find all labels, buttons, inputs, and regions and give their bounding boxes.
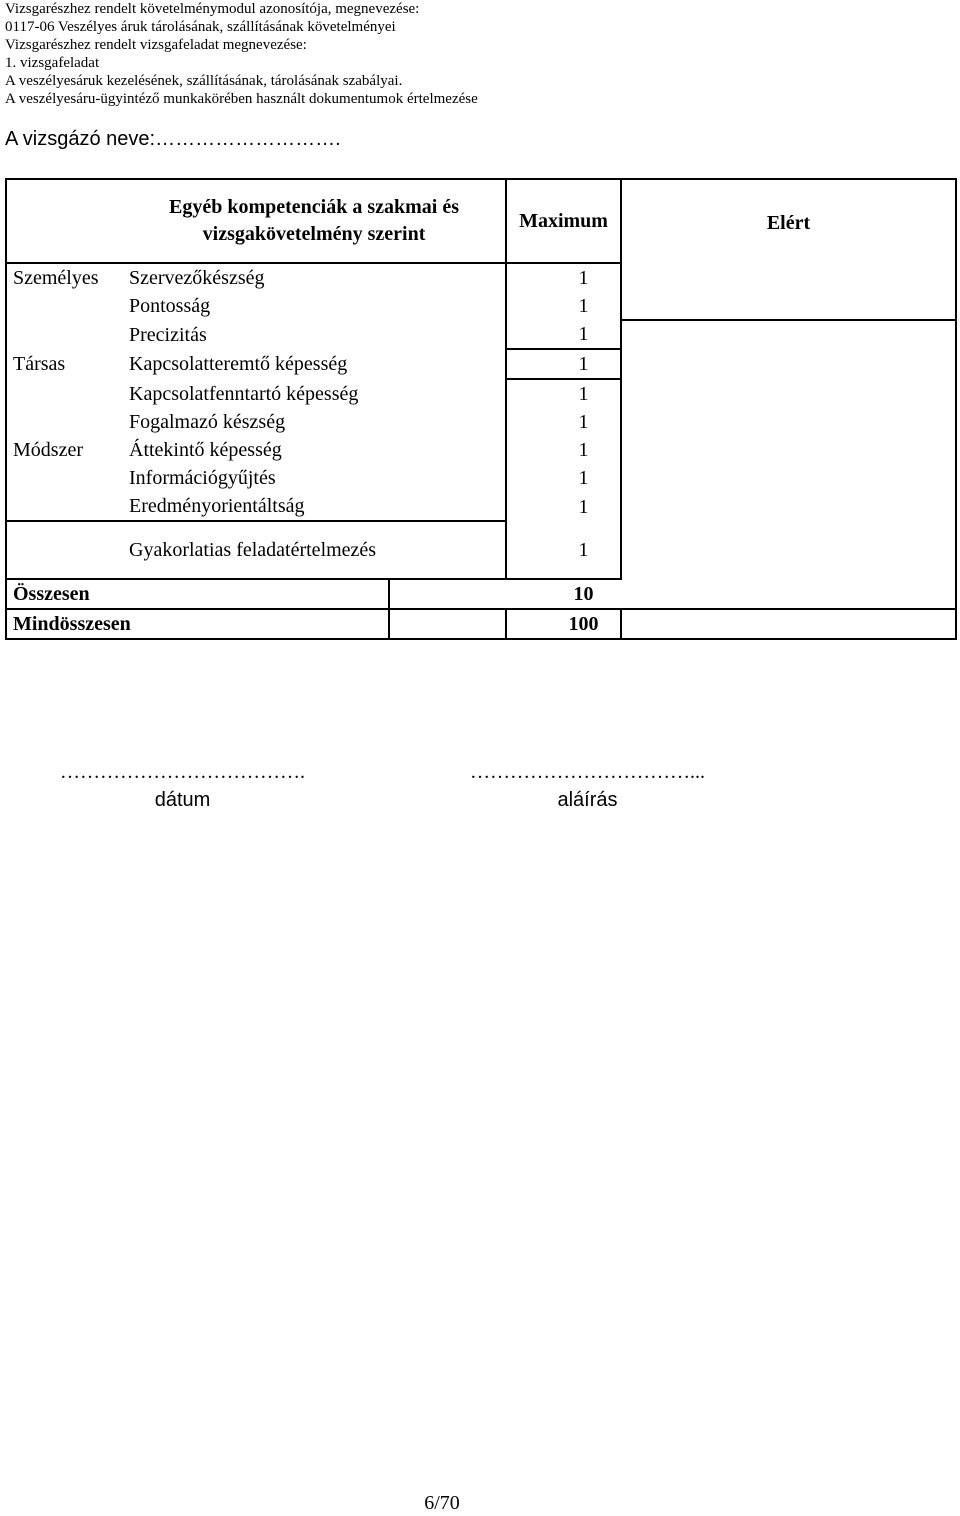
header-line-task-description: A veszélyesáru-ügyintéző munkakörében használt dokumentumok értelmezése	[5, 91, 478, 107]
date-label: dátum	[154, 789, 211, 811]
row-max: 1	[506, 292, 621, 320]
row-achieved	[621, 521, 956, 579]
header-category-cell	[6, 179, 123, 263]
table-row	[6, 521, 956, 579]
header-line-module-name: 0117-06 Veszélyes áruk tárolásának, szállításának követelményei	[5, 19, 396, 35]
row-category	[6, 408, 123, 436]
total-max: 10	[506, 579, 621, 609]
row-achieved	[621, 436, 956, 464]
grand-total-spacer	[389, 609, 506, 639]
row-achieved	[621, 379, 956, 408]
signature-label: aláírás	[557, 789, 618, 811]
row-max: 1	[506, 408, 621, 436]
row-max: 1	[506, 492, 621, 521]
row-category	[6, 379, 123, 408]
row-category	[6, 521, 123, 579]
row-achieved	[621, 492, 956, 521]
row-max: 1	[506, 464, 621, 492]
table-header-row	[6, 179, 956, 263]
header-maximum: Maximum	[506, 179, 621, 263]
grand-total-label: Mindösszesen	[6, 609, 389, 639]
header-line-task-title: A veszélyesáruk kezelésének, szállításának, tárolásának szabályai.	[5, 73, 403, 89]
row-achieved	[621, 320, 956, 349]
row-competency: Szervezőkészség	[129, 267, 265, 289]
row-max: 1	[506, 349, 621, 379]
grand-total-achieved	[621, 609, 956, 639]
total-row	[6, 579, 956, 609]
total-spacer	[389, 579, 506, 609]
row-category	[6, 320, 123, 349]
total-achieved	[621, 579, 956, 609]
row-achieved	[621, 408, 956, 436]
examinee-name-field: A vizsgázó neve:……………………….	[5, 128, 341, 150]
total-label: Összesen	[6, 579, 389, 609]
row-competency: Precizitás	[129, 323, 207, 346]
header-achieved: Elért	[621, 179, 956, 320]
row-category	[6, 292, 123, 320]
date-signature-block	[60, 760, 305, 812]
row-competency: Információgyűjtés	[129, 467, 276, 489]
row-competency: Kapcsolatfenntartó képesség	[129, 382, 359, 405]
grand-total-max: 100	[506, 609, 621, 639]
row-competency: Kapcsolatteremtő képesség	[129, 353, 348, 375]
row-category: Társas	[6, 349, 123, 379]
grand-total-row	[6, 609, 956, 639]
row-category: Módszer	[6, 436, 123, 464]
row-competency: Gyakorlatias feladatértelmezés	[129, 539, 377, 561]
table-row	[6, 379, 956, 408]
row-achieved	[621, 349, 956, 379]
row-max: 1	[506, 379, 621, 408]
row-category	[6, 464, 123, 492]
header-line-task-number: 1. vizsgafeladat	[5, 55, 100, 71]
date-dotted-line: ……………………………….	[60, 761, 305, 783]
signature-dotted-line: ……………………………...	[470, 761, 705, 783]
row-max: 1	[506, 436, 621, 464]
row-competency: Eredményorientáltság	[123, 492, 506, 521]
header-competency: Egyéb kompetenciák a szakmai és vizsgakövetelmény szerint	[123, 179, 506, 263]
row-category	[6, 492, 123, 521]
signature-block	[470, 760, 705, 812]
competency-table	[5, 178, 957, 640]
table-row	[6, 408, 956, 436]
table-row	[6, 320, 956, 349]
header-line-task-label: Vizsgarészhez rendelt vizsgafeladat megnevezése:	[5, 37, 307, 53]
row-max: 1	[506, 263, 621, 292]
header-line-module-label: Vizsgarészhez rendelt követelménymodul azonosítója, megnevezése:	[5, 1, 420, 17]
row-competency: Pontosság	[129, 295, 211, 317]
row-competency: Fogalmazó készség	[129, 411, 286, 433]
row-achieved	[621, 464, 956, 492]
table-row	[6, 464, 956, 492]
row-max: 1	[506, 320, 621, 349]
table-row	[6, 349, 956, 379]
table-row	[6, 436, 956, 464]
document-header	[5, 0, 478, 108]
row-category: Személyes	[6, 263, 123, 292]
table-row	[6, 492, 956, 521]
row-competency: Áttekintő képesség	[129, 439, 282, 461]
page-number: 6/70	[424, 1492, 460, 1514]
row-max: 1	[506, 521, 621, 579]
